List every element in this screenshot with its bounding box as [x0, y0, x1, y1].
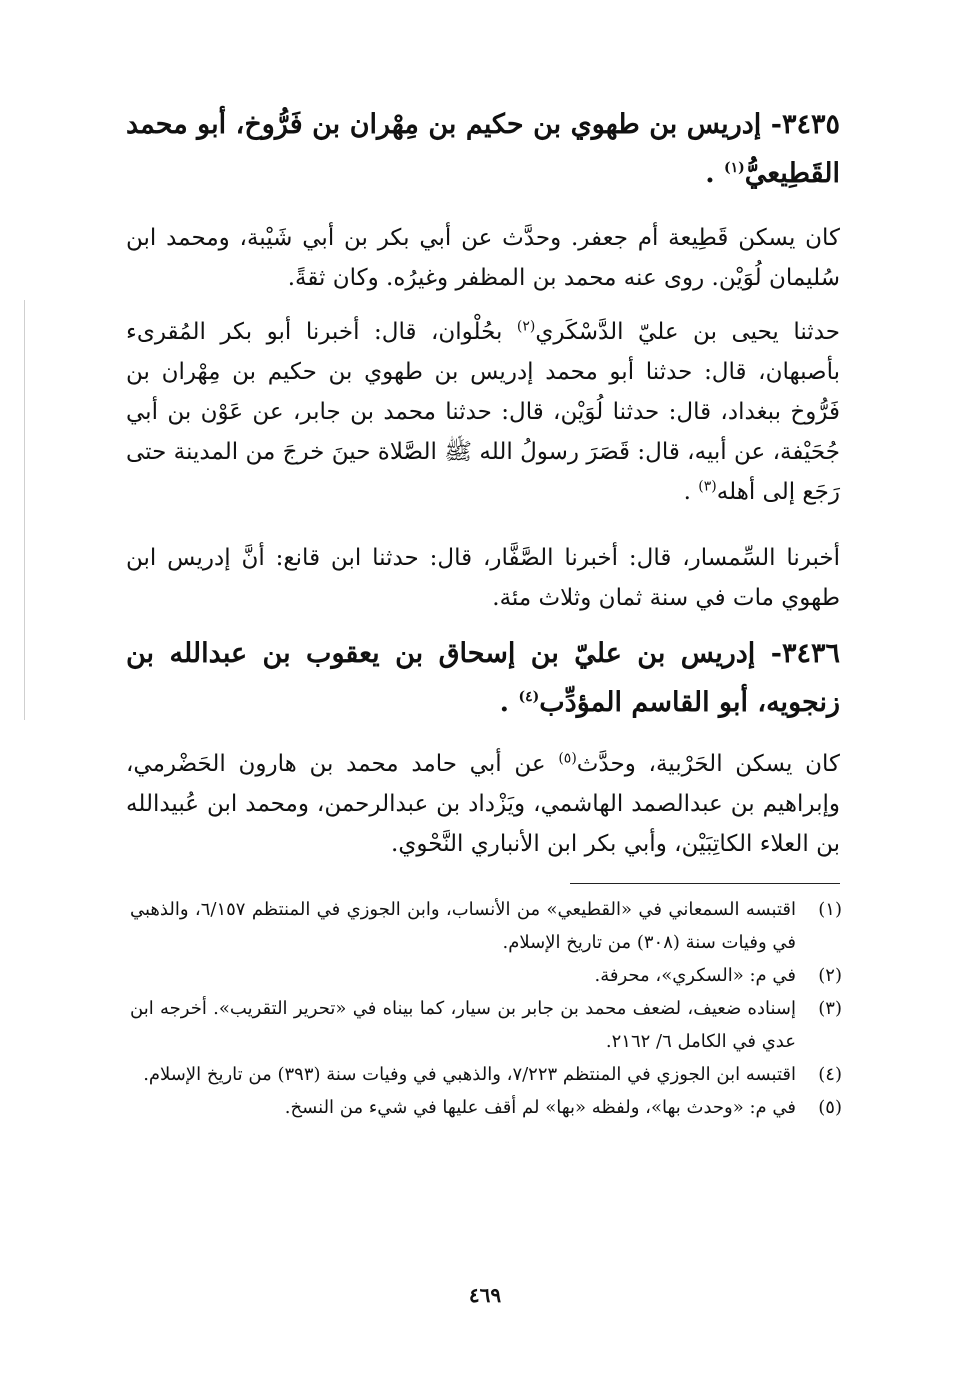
- entry-name: إدريس بن طهوي بن حكيم بن مِهْران بن فَرُّوخ، أبو محمد القَطِيعيُّ: [126, 109, 840, 189]
- footnote-text: في م: «وحدث بها»، ولفظه «بها» لم أقف عليها في شيء من النسخ.: [284, 1097, 796, 1118]
- footnote-ref: (٤): [518, 689, 540, 705]
- footnote-number: (١): [818, 899, 842, 920]
- footnote-ref: (٢): [516, 318, 536, 335]
- footnote-text: في م: «السكري»، محرفة.: [594, 965, 796, 986]
- paragraph-text-part: حدثنا يحيى بن عليّ الدَّسْكَري: [535, 319, 840, 345]
- footnote-number: (٢): [818, 965, 842, 986]
- biography-paragraph-2: [126, 744, 840, 864]
- footnote-text: إسناده ضعيف، لضعف محمد بن جابر بن سيار، كما بيناه في «تحرير التقريب». أخرجه ابن عدي في الكامل ٦/ ٢١٦٢.: [130, 998, 796, 1052]
- scan-margin-line: [24, 300, 25, 720]
- footnote-separator: [570, 883, 840, 884]
- paragraph-text-part: كان يسكن الحَرْبية، وحدَّث: [576, 751, 840, 777]
- page-number: ٤٦٩: [468, 1283, 502, 1307]
- footnote-2: [130, 959, 842, 992]
- biography-paragraph: [126, 218, 840, 298]
- paragraph-text-part: عن أبي حامد محمد بن هارون الحَضْرمي، وإبراهيم بن عبدالصمد الهاشمي، ويَزْداد بن عبدالرحمن، ومحمد ابن عُبيدالله بن العلاء الكاتِبَيْن، وأبي بكر ابن الأنباري النَّحْوي.: [126, 751, 840, 857]
- footnote-number: (٣): [818, 998, 842, 1019]
- footnote-1: [130, 893, 842, 959]
- footnote-number: (٤): [818, 1064, 842, 1085]
- paragraph-text-part: بحُلْوان، قال: أخبرنا أبو بكر المُقرىء بأصبهان، قال: حدثنا أبو محمد إدريس بن طهوي بن حكيم بن مِهْران بن فَرُّوخ ببغداد، قال: حدثنا لُوَيْن، قال: حدثنا محمد بن جابر، عن عَوْن بن أبي جُحَيْفة، عن أبيه، قال: قَصَرَ رسولُ الله ﷺ الصَّلاة حينَ خرجَ من المدينة حتى رَجَع إلى أهله: [126, 319, 840, 505]
- entry-number: ٣٤٣٦-: [770, 638, 840, 669]
- paragraph-text: أخبرنا السِّمسار، قال: أخبرنا الصَّفَّار، قال: حدثنا ابن قانع: أنَّ إدريس ابن طهوي مات في سنة ثمان وثلاث مئة.: [126, 545, 840, 611]
- paragraph-text: كان يسكن قَطِيعة أم جعفر. وحدَّث عن أبي بكر بن أبي شَيْبة، ومحمد ابن سُليمان لُوَيْن. روى عنه محمد بن المظفر وغيرُه. وكان ثقةً.: [126, 225, 840, 291]
- entry-end: .: [499, 687, 519, 718]
- entry-number: ٣٤٣٥-: [770, 109, 840, 140]
- footnote-number: (٥): [818, 1097, 842, 1118]
- paragraph-end: .: [683, 479, 699, 505]
- footnote-text: اقتبسه السمعاني في «القطيعي» من الأنساب، وابن الجوزي في المنتظم ٦/١٥٧، والذهبي في وفيات سنة (٣٠٨) من تاريخ الإسلام.: [130, 899, 796, 953]
- footnote-ref: (٣): [698, 478, 717, 495]
- footnote-3: [130, 992, 842, 1058]
- footnote-ref: (٥): [558, 750, 577, 767]
- footnote-text: اقتبسه ابن الجوزي في المنتظم ٧/٢٢٣، والذهبي في وفيات سنة (٣٩٣) من تاريخ الإسلام.: [143, 1064, 796, 1085]
- entry-heading-3435: [126, 100, 840, 198]
- entry-heading-3436: [126, 629, 840, 727]
- footnote-ref: (١): [724, 160, 745, 176]
- entry-end: .: [705, 158, 724, 189]
- entry-name: إدريس بن عليّ بن إسحاق بن يعقوب بن عبدالله بن زنجويه، أبو القاسم المؤدِّب: [126, 638, 840, 718]
- footnote-4: [130, 1058, 842, 1091]
- death-date-paragraph: [126, 538, 840, 618]
- footnotes-list: [130, 893, 842, 1124]
- footnote-5: [130, 1091, 842, 1124]
- hadith-paragraph: [126, 312, 840, 512]
